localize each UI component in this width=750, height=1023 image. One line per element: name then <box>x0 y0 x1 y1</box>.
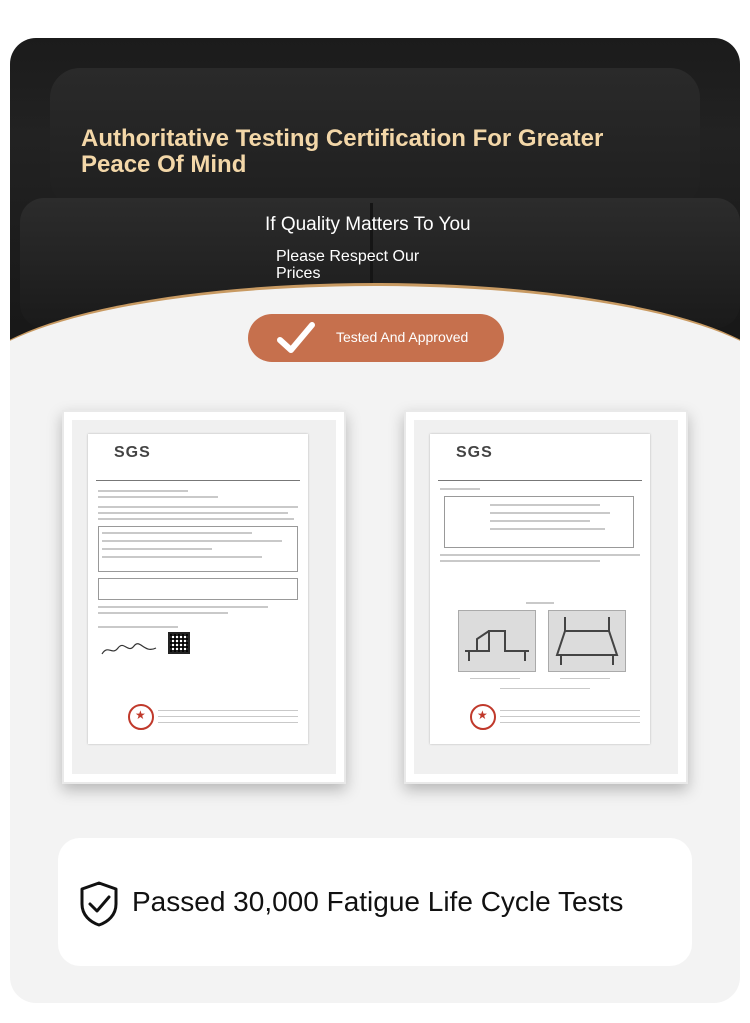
star-stamp-icon <box>470 704 496 730</box>
doc-text-line <box>526 602 554 604</box>
certificate-document-2 <box>430 434 650 744</box>
doc-rule <box>438 480 642 481</box>
doc-text-line <box>440 560 600 562</box>
fatigue-test-label: Passed 30,000 Fatigue Life Cycle Tests <box>132 886 624 917</box>
doc-rule <box>96 480 300 481</box>
certification-card <box>10 38 740 1003</box>
doc-text-line <box>98 606 268 608</box>
sofa-frame-drawing <box>459 611 535 671</box>
doc-text-line <box>98 496 218 498</box>
sofa-bed-photo <box>458 610 536 672</box>
signature-mark <box>100 642 160 658</box>
doc-text-line <box>470 678 520 679</box>
doc-text-line <box>158 722 298 723</box>
fatigue-test-panel <box>58 838 692 966</box>
doc-text-line <box>490 528 605 530</box>
doc-text-line <box>158 716 298 717</box>
doc-text-line <box>490 520 590 522</box>
doc-text-line <box>102 548 212 550</box>
certificate-frame-1 <box>62 410 346 784</box>
sgs-logo: SGS <box>456 444 493 461</box>
shield-check-icon <box>78 880 120 928</box>
hero-subtitle-secondary: Please Respect Our Prices <box>276 248 420 282</box>
doc-text-line <box>440 554 640 556</box>
doc-table <box>98 578 298 600</box>
doc-text-line <box>102 556 262 558</box>
tested-approved-badge <box>248 314 504 362</box>
doc-text-line <box>500 716 640 717</box>
sgs-logo: SGS <box>114 444 151 461</box>
doc-text-line <box>102 532 252 534</box>
doc-text-line <box>98 512 288 514</box>
qr-code <box>168 632 190 654</box>
certificate-frame-2 <box>404 410 688 784</box>
doc-text-line <box>102 540 282 542</box>
doc-text-line <box>500 710 640 711</box>
sofa-frame-drawing <box>549 611 625 671</box>
doc-text-line <box>560 678 610 679</box>
doc-text-line <box>440 488 480 490</box>
certificate-document-1 <box>88 434 308 744</box>
doc-text-line <box>500 722 640 723</box>
doc-text-line <box>500 688 590 689</box>
star-stamp-icon <box>128 704 154 730</box>
doc-text-line <box>490 504 600 506</box>
checkmark-icon <box>276 320 316 356</box>
page-headline: Authoritative Testing Certification For Greater Peace Of Mind <box>81 125 604 178</box>
doc-text-line <box>98 612 228 614</box>
doc-text-line <box>490 512 610 514</box>
hero-subtitle: If Quality Matters To You <box>265 214 471 235</box>
doc-text-line <box>98 490 188 492</box>
doc-text-line <box>98 626 178 628</box>
sofa-bed-photo <box>548 610 626 672</box>
doc-text-line <box>98 506 298 508</box>
badge-label: Tested And Approved <box>336 329 469 345</box>
doc-text-line <box>98 518 294 520</box>
doc-text-line <box>158 710 298 711</box>
